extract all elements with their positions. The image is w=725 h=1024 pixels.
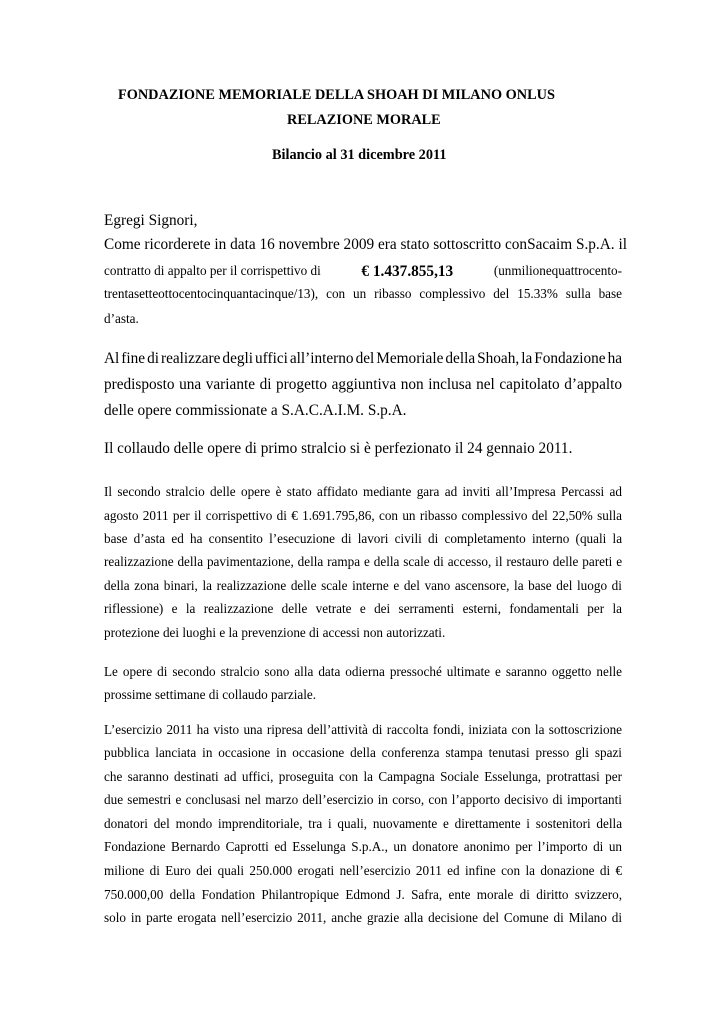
foundation-title: FONDAZIONE MEMORIALE DELLA SHOAH DI MILANO ONLUS xyxy=(118,87,555,103)
text-segment: Sacaim S.p.A. il xyxy=(527,236,627,253)
paragraph-line xyxy=(104,236,627,254)
text-segment: (unmilionequattrocento- xyxy=(493,263,622,278)
paragraph-line: milione di Euro dei quali 250.000 erogati nell’esercizio 2011 ed infine con la donazione di € xyxy=(104,863,623,878)
report-title: RELAZIONE MORALE xyxy=(287,112,441,128)
paragraph-line: donatori del mondo imprenditoriale, tra i quali, nuovamente e direttamente i sostenitori della xyxy=(104,816,623,831)
paragraph-line: solo in parte erogata nell’esercizio 2011, anche grazie alla decisione del Comune di Milano di xyxy=(104,910,623,925)
paragraph-line: prossime settimane di collaudo parziale. xyxy=(104,687,317,702)
paragraph-line: della zona binari, la realizzazione delle scale interne e del vano ascensore, la base del luogo di xyxy=(104,578,622,593)
balance-date: Bilancio al 31 dicembre 2011 xyxy=(272,147,447,163)
paragraph-line: realizzazione della pavimentazione, della rampa e della scale di accesso, il restauro delle pareti e xyxy=(104,554,623,569)
paragraph-line: Il secondo stralcio delle opere è stato affidato mediante gara ad inviti all’Impresa Percassi ad xyxy=(104,484,622,499)
paragraph-line: L’esercizio 2011 ha visto una ripresa dell’attività di raccolta fondi, iniziata con la sottoscrizione xyxy=(104,722,623,737)
paragraph-line: Le opere di secondo stralcio sono alla data odierna pressoché ultimate e saranno oggetto nelle xyxy=(104,664,623,679)
text-segment: contratto di appalto per il corrispettivo di xyxy=(104,263,321,278)
paragraph-line: pubblica lanciata in occasione in occasione della conferenza stampa tenutasi presso gli spazi xyxy=(104,745,622,760)
paragraph-line: Al fine di realizzare degli uffici all’interno del Memoriale della Shoah, la Fondazione ha xyxy=(104,350,623,367)
paragraph-line: 750.000,00 della Fondation Philantropique Edmond J. Safra, ente morale di diritto svizzero, xyxy=(104,887,623,902)
paragraph-line: protezione dei luoghi e la prevenzione di accessi non autorizzati. xyxy=(104,625,446,640)
paragraph-line xyxy=(104,263,622,281)
paragraph-line: due semestri e conclusasi nel marzo dell’esercizio in corso, con l’apporto decisivo di importanti xyxy=(104,792,622,807)
paragraph-line: Fondazione Bernardo Caprotti ed Esselunga S.p.A., un donatore anonimo per l’importo di un xyxy=(104,839,623,854)
paragraph-line: predisposto una variante di progetto aggiuntiva non inclusa nel capitolato d’appalto xyxy=(104,376,623,393)
paragraph-line: che saranno destinati ad uffici, proseguita con la Campagna Sociale Esselunga, protrattasi per xyxy=(104,769,622,784)
contract-amount: € 1.437.855,13 xyxy=(361,263,454,280)
paragraph-line: agosto 2011 per il corrispettivo di € 1.691.795,86, con un ribasso complessivo del 22,50% sulla xyxy=(104,508,623,523)
text-segment: Come ricorderete in data 16 novembre 2009 era stato sottoscritto con xyxy=(104,236,528,253)
salutation: Egregi Signori, xyxy=(104,212,198,229)
paragraph-line: base d’asta ed ha consentito l’esecuzione di lavori civili di completamento interno (quali la xyxy=(104,531,623,546)
paragraph-line: Il collaudo delle opere di primo stralcio si è perfezionato il 24 gennaio 2011. xyxy=(104,440,573,457)
paragraph-line: riflessione) e la realizzazione delle vetrate e dei serramenti esterni, fondamentali per la xyxy=(104,601,623,616)
paragraph-line: delle opere commissionate a S.A.C.A.I.M. S.p.A. xyxy=(104,402,407,419)
paragraph-line: d’asta. xyxy=(104,311,139,326)
paragraph-line: trentasetteottocentocinquantacinque/13), con un ribasso complessivo del 15.33% sulla base xyxy=(104,286,623,301)
